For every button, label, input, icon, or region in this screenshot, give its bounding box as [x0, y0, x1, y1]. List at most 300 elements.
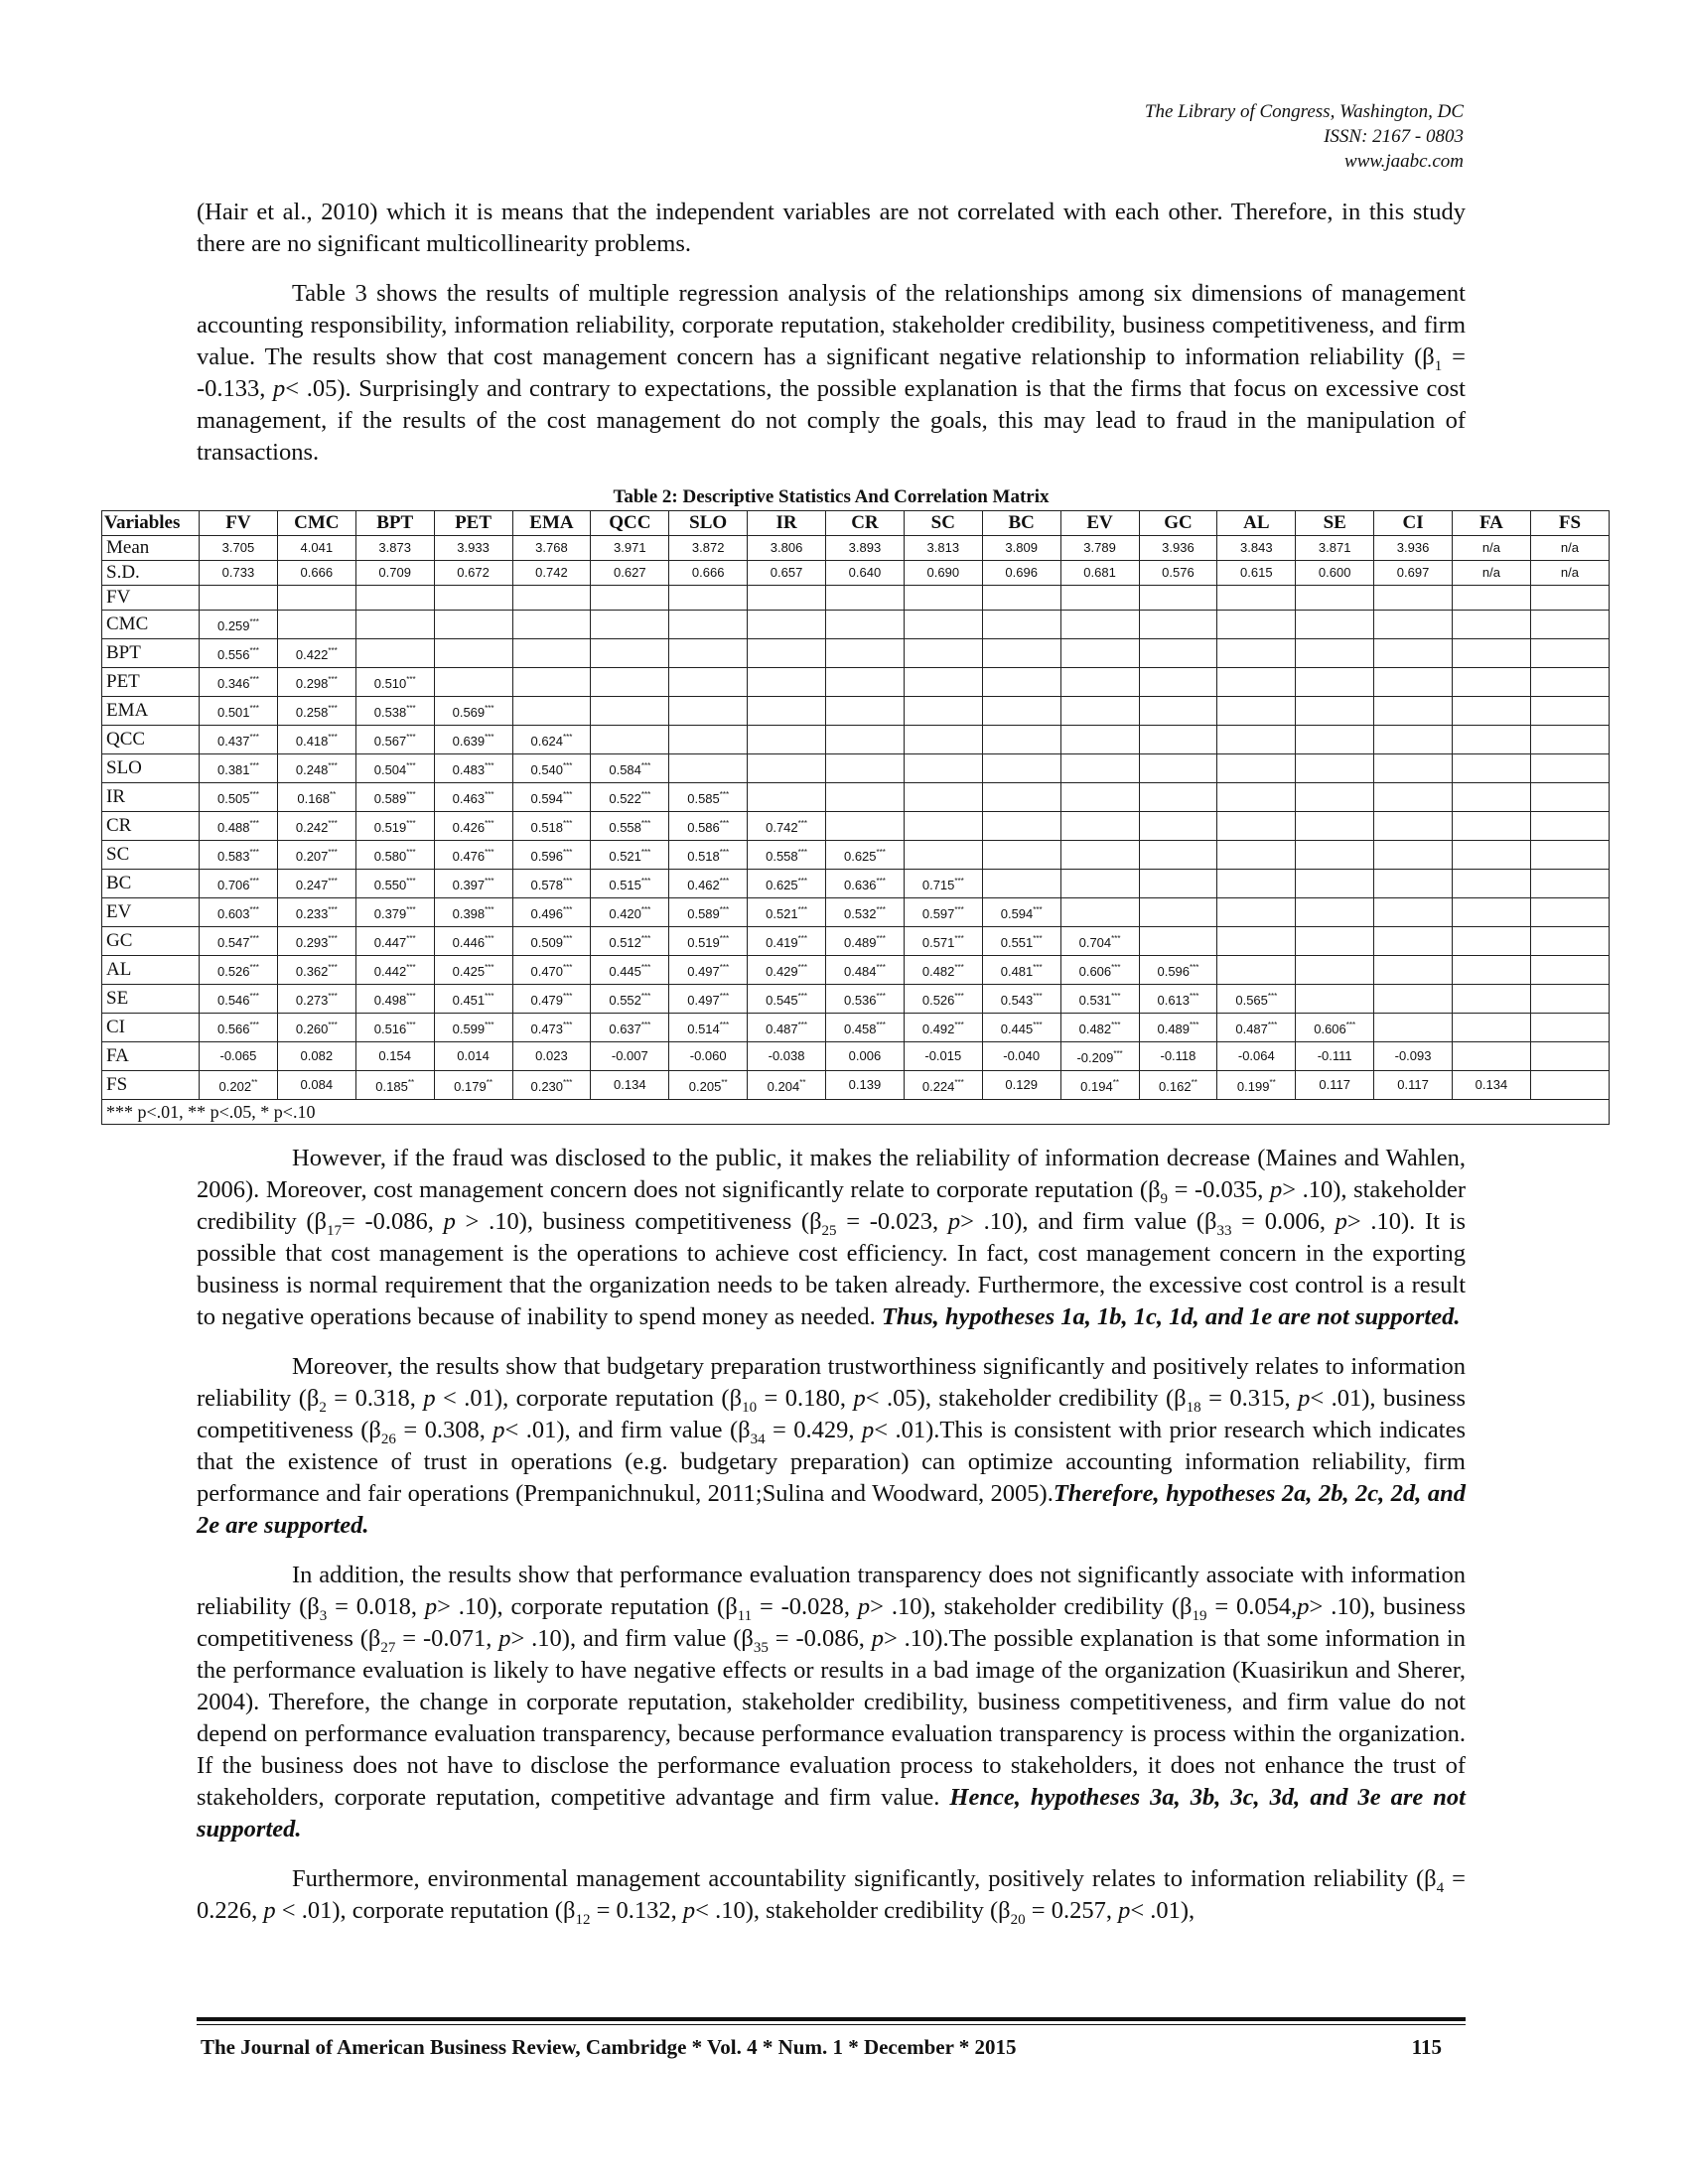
- column-header-ir: IR: [748, 511, 826, 536]
- table-cell: 0.381***: [200, 754, 278, 783]
- table-cell: [591, 611, 669, 639]
- table-cell: 0.690: [904, 561, 982, 586]
- row-label: SE: [102, 985, 200, 1014]
- table-cell: 4.041: [277, 536, 355, 561]
- row-label: S.D.: [102, 561, 200, 586]
- table-cell: 3.936: [1374, 536, 1453, 561]
- table-cell: [1296, 898, 1374, 927]
- table-cell: [1453, 841, 1531, 870]
- table-cell: [1530, 611, 1609, 639]
- table-cell: [1217, 870, 1296, 898]
- table-cell: 0.260***: [277, 1014, 355, 1042]
- table-cell: [1060, 783, 1139, 812]
- table-cell: 3.789: [1060, 536, 1139, 561]
- table-cell: 0.447***: [355, 927, 434, 956]
- table-cell: 0.681: [1060, 561, 1139, 586]
- table-cell: 0.462***: [669, 870, 748, 898]
- row-label: IR: [102, 783, 200, 812]
- table-row: [102, 841, 1610, 870]
- paragraph-budgetary-preparation: Moreover, the results show that budgetary preparation trustworthiness significantly and positively relates to information reliability ($\beta_2 = 0.318$, p < .01), corporate reputation ($\beta_{10} = 0.180$, p< .05), stakeholder credibility ($\beta_{18} = 0.315$, p< .01), business competitiveness ($\beta_{26} = 0.308$, p< .01), and firm value ($\beta_{34} = 0.429$, p< .01).This is consistent with prior research which indicates that the existence of trust in operations (e.g. budgetary preparation) can optimize accounting information reliability, firm performance and fair operations (Prempanichnukul, 2011;Sulina and Woodward, 2005).Therefore, hypotheses 2a, 2b, 2c, 2d, and 2e are supported.: [197, 1353, 1467, 1539]
- row-label: CMC: [102, 611, 200, 639]
- table-cell: [434, 586, 512, 611]
- table-cell: [904, 783, 982, 812]
- table-row: [102, 927, 1610, 956]
- table-cell: 0.571***: [904, 927, 982, 956]
- table-cell: [1296, 697, 1374, 726]
- table-cell: [826, 697, 905, 726]
- page-header: [1145, 99, 1464, 174]
- column-header-fs: FS: [1530, 511, 1609, 536]
- row-label: SLO: [102, 754, 200, 783]
- table-cell: 0.259***: [200, 611, 278, 639]
- table-cell: 0.639***: [434, 726, 512, 754]
- table-cell: 0.481***: [982, 956, 1060, 985]
- row-label: GC: [102, 927, 200, 956]
- table-cell: 0.558***: [748, 841, 826, 870]
- table-cell: [512, 639, 591, 668]
- table-cell: 0.615: [1217, 561, 1296, 586]
- table-cell: 0.547***: [200, 927, 278, 956]
- table-cell: 0.742***: [748, 812, 826, 841]
- table-cell: [904, 586, 982, 611]
- table-cell: 0.487***: [1217, 1014, 1296, 1042]
- table-row: [102, 1042, 1610, 1071]
- table-cell: 0.442***: [355, 956, 434, 985]
- table-cell: [1530, 870, 1609, 898]
- table-cell: [1217, 754, 1296, 783]
- table-cell: [669, 668, 748, 697]
- table-cell: [826, 754, 905, 783]
- table-cell: [1296, 956, 1374, 985]
- page-number: 115: [1411, 2035, 1442, 2059]
- table-cell: [748, 668, 826, 697]
- table-cell: 0.426***: [434, 812, 512, 841]
- table-cell: -0.007: [591, 1042, 669, 1071]
- header-line-1: The Library of Congress, Washington, DC: [1144, 101, 1464, 122]
- table-cell: 0.497***: [669, 985, 748, 1014]
- table-cell: [669, 586, 748, 611]
- table-cell: [1060, 697, 1139, 726]
- page-footer: [197, 2017, 1466, 2060]
- table-cell: 0.429***: [748, 956, 826, 985]
- table-cell: 0.398***: [434, 898, 512, 927]
- row-label: CR: [102, 812, 200, 841]
- table-cell: [1374, 927, 1453, 956]
- table-cell: 0.497***: [669, 956, 748, 985]
- table-cell: 0.538***: [355, 697, 434, 726]
- table-cell: n/a: [1453, 561, 1531, 586]
- table-cell: 0.023: [512, 1042, 591, 1071]
- table-cell: 0.463***: [434, 783, 512, 812]
- table-cell: [355, 639, 434, 668]
- table-cell: [904, 754, 982, 783]
- table-cell: [1139, 927, 1217, 956]
- table-cell: 0.479***: [512, 985, 591, 1014]
- table-cell: [1374, 697, 1453, 726]
- table-cell: -0.111: [1296, 1042, 1374, 1071]
- footer-rule: [197, 2017, 1466, 2021]
- table-cell: [277, 611, 355, 639]
- table-cell: 0.526***: [904, 985, 982, 1014]
- table-row: [102, 536, 1610, 561]
- table-cell: 0.258***: [277, 697, 355, 726]
- table-cell: 0.636***: [826, 870, 905, 898]
- table-cell: 0.696: [982, 561, 1060, 586]
- table-cell: [669, 726, 748, 754]
- table-cell: [1453, 639, 1531, 668]
- table-cell: 0.445***: [982, 1014, 1060, 1042]
- table-cell: [1217, 697, 1296, 726]
- table-cell: [1139, 754, 1217, 783]
- table-cell: [982, 697, 1060, 726]
- table-cell: -0.038: [748, 1042, 826, 1071]
- table-cell: [1374, 726, 1453, 754]
- table-cell: [982, 668, 1060, 697]
- row-label: FA: [102, 1042, 200, 1071]
- table-cell: [1060, 639, 1139, 668]
- row-label: FV: [102, 586, 200, 611]
- table-cell: [904, 668, 982, 697]
- table-cell: 0.179**: [434, 1071, 512, 1100]
- table-cell: 0.596***: [512, 841, 591, 870]
- table-cell: [1217, 586, 1296, 611]
- table-cell: 3.843: [1217, 536, 1296, 561]
- table-cell: 0.293***: [277, 927, 355, 956]
- column-header-pet: PET: [434, 511, 512, 536]
- table-cell: 0.519***: [355, 812, 434, 841]
- table-cell: 0.418***: [277, 726, 355, 754]
- table-cell: [1453, 927, 1531, 956]
- table-cell: 0.298***: [277, 668, 355, 697]
- table-cell: [1530, 956, 1609, 985]
- column-header-variables: Variables: [102, 511, 200, 536]
- table-cell: 0.599***: [434, 1014, 512, 1042]
- table-cell: [904, 726, 982, 754]
- paragraph-environmental-management: Furthermore, environmental management accountability significantly, positively relates to information reliability ($\beta_4 = 0.226$, p < .01), corporate reputation ($\beta_{12} = 0.132$, p< .10), stakeholder credibility ($\beta_{20} = 0.257$, p< .01),: [197, 1865, 1466, 1928]
- table-cell: [1296, 812, 1374, 841]
- table-cell: 0.230***: [512, 1071, 591, 1100]
- column-header-cr: CR: [826, 511, 905, 536]
- table-row: [102, 985, 1610, 1014]
- table-cell: [1530, 754, 1609, 783]
- table-cell: 0.194**: [1060, 1071, 1139, 1100]
- table-cell: 0.488***: [200, 812, 278, 841]
- table-cell: [1453, 586, 1531, 611]
- table-cell: 0.482***: [1060, 1014, 1139, 1042]
- table-row: [102, 754, 1610, 783]
- table-cell: [1296, 611, 1374, 639]
- table-cell: 3.813: [904, 536, 982, 561]
- table-cell: [1217, 726, 1296, 754]
- table-cell: 0.510***: [355, 668, 434, 697]
- table-cell: [512, 611, 591, 639]
- table-cell: 0.556***: [200, 639, 278, 668]
- table-cell: 0.526***: [200, 956, 278, 985]
- row-label: CI: [102, 1014, 200, 1042]
- column-header-bpt: BPT: [355, 511, 434, 536]
- table-cell: 0.514***: [669, 1014, 748, 1042]
- table-row: [102, 1071, 1610, 1100]
- table-cell: 0.666: [277, 561, 355, 586]
- table-cell: [1139, 870, 1217, 898]
- table-cell: 0.437***: [200, 726, 278, 754]
- table-cell: 0.552***: [591, 985, 669, 1014]
- table-cell: [1139, 639, 1217, 668]
- table-cell: [1374, 1014, 1453, 1042]
- header-line-2: ISSN: 2167 - 0803: [1324, 126, 1464, 147]
- column-header-slo: SLO: [669, 511, 748, 536]
- column-header-se: SE: [1296, 511, 1374, 536]
- table-cell: 0.117: [1374, 1071, 1453, 1100]
- table-cell: 3.933: [434, 536, 512, 561]
- table-cell: [1296, 783, 1374, 812]
- table-cell: [1296, 870, 1374, 898]
- table-cell: 0.550***: [355, 870, 434, 898]
- table-cell: [1139, 898, 1217, 927]
- table-cell: [1530, 639, 1609, 668]
- table-cell: [1060, 754, 1139, 783]
- table-cell: 0.558***: [591, 812, 669, 841]
- table-cell: 0.154: [355, 1042, 434, 1071]
- table-cell: [1453, 611, 1531, 639]
- table-cell: 0.482***: [904, 956, 982, 985]
- table-cell: [1374, 668, 1453, 697]
- row-label: BC: [102, 870, 200, 898]
- table-cell: 0.600: [1296, 561, 1374, 586]
- header-line-3: www.jaabc.com: [1344, 151, 1464, 172]
- table-cell: 0.247***: [277, 870, 355, 898]
- table-cell: 0.578***: [512, 870, 591, 898]
- table-cell: [1139, 611, 1217, 639]
- table-cell: 0.522***: [591, 783, 669, 812]
- table-cell: 0.624***: [512, 726, 591, 754]
- table-cell: 0.672: [434, 561, 512, 586]
- table-cell: 0.419***: [748, 927, 826, 956]
- column-header-al: AL: [1217, 511, 1296, 536]
- table-cell: [1217, 927, 1296, 956]
- row-label: SC: [102, 841, 200, 870]
- table-cell: [1374, 754, 1453, 783]
- table-cell: 0.606***: [1296, 1014, 1374, 1042]
- table-cell: [1374, 639, 1453, 668]
- table-cell: [1217, 668, 1296, 697]
- table-caption: Table 2: Descriptive Statistics And Correlation Matrix: [613, 486, 1050, 507]
- table-cell: 0.585***: [669, 783, 748, 812]
- table-cell: [826, 611, 905, 639]
- table-cell: 3.705: [200, 536, 278, 561]
- table-cell: 3.872: [669, 536, 748, 561]
- table-cell: 0.704***: [1060, 927, 1139, 956]
- table-row: [102, 561, 1610, 586]
- table-cell: 0.498***: [355, 985, 434, 1014]
- table-cell: 0.224***: [904, 1071, 982, 1100]
- table-cell: -0.060: [669, 1042, 748, 1071]
- table-cell: [904, 639, 982, 668]
- table-cell: [200, 586, 278, 611]
- paragraph-continued: (Hair et al., 2010) which it is means that the independent variables are not correlated with each other. Therefore, in this study there are no significant multicollinearity problems.: [197, 199, 1466, 257]
- table-cell: [748, 611, 826, 639]
- table-cell: -0.064: [1217, 1042, 1296, 1071]
- table-cell: 0.422***: [277, 639, 355, 668]
- table-cell: [826, 783, 905, 812]
- table-cell: 0.476***: [434, 841, 512, 870]
- table-cell: 0.425***: [434, 956, 512, 985]
- table-cell: 0.492***: [904, 1014, 982, 1042]
- table-cell: 0.484***: [826, 956, 905, 985]
- column-header-ema: EMA: [512, 511, 591, 536]
- table-cell: [1530, 898, 1609, 927]
- table-cell: 0.589***: [355, 783, 434, 812]
- table-cell: n/a: [1530, 561, 1609, 586]
- table-note-row: [102, 1100, 1610, 1125]
- column-header-fa: FA: [1453, 511, 1531, 536]
- table-cell: [591, 697, 669, 726]
- table-cell: 0.576: [1139, 561, 1217, 586]
- table-cell: [591, 726, 669, 754]
- table-cell: [826, 812, 905, 841]
- table-cell: [904, 611, 982, 639]
- table-cell: 0.233***: [277, 898, 355, 927]
- table-cell: [1060, 870, 1139, 898]
- table-cell: 0.531***: [1060, 985, 1139, 1014]
- table-cell: 0.162**: [1139, 1071, 1217, 1100]
- table-row: [102, 898, 1610, 927]
- table-cell: [355, 586, 434, 611]
- table-cell: [1139, 726, 1217, 754]
- table-cell: [1139, 668, 1217, 697]
- table-cell: [1453, 754, 1531, 783]
- table-cell: [982, 783, 1060, 812]
- table-cell: 0.512***: [591, 927, 669, 956]
- table-cell: [1374, 841, 1453, 870]
- table-cell: [1217, 956, 1296, 985]
- column-header-ev: EV: [1060, 511, 1139, 536]
- table-cell: [1217, 611, 1296, 639]
- table-cell: [591, 586, 669, 611]
- table-cell: [1453, 697, 1531, 726]
- table-cell: [1453, 668, 1531, 697]
- table-cell: [1374, 783, 1453, 812]
- table-cell: 0.625***: [826, 841, 905, 870]
- table-cell: [591, 668, 669, 697]
- table-cell: [512, 668, 591, 697]
- table-cell: 0.445***: [591, 956, 669, 985]
- column-header-gc: GC: [1139, 511, 1217, 536]
- table-cell: 0.458***: [826, 1014, 905, 1042]
- table-cell: 0.014: [434, 1042, 512, 1071]
- table-cell: [512, 586, 591, 611]
- table-cell: 0.518***: [512, 812, 591, 841]
- column-header-qcc: QCC: [591, 511, 669, 536]
- table-cell: 0.248***: [277, 754, 355, 783]
- table-cell: [1060, 611, 1139, 639]
- table-cell: 3.768: [512, 536, 591, 561]
- table-cell: [591, 639, 669, 668]
- table-cell: [1374, 956, 1453, 985]
- table-cell: 0.451***: [434, 985, 512, 1014]
- table-cell: 0.521***: [748, 898, 826, 927]
- table-cell: [826, 639, 905, 668]
- table-cell: [1060, 812, 1139, 841]
- table-cell: [1530, 985, 1609, 1014]
- row-label: Mean: [102, 536, 200, 561]
- table-cell: [1374, 611, 1453, 639]
- table-cell: [277, 586, 355, 611]
- table-row: [102, 956, 1610, 985]
- table-cell: 0.569***: [434, 697, 512, 726]
- table-cell: 0.583***: [200, 841, 278, 870]
- table-cell: 0.594***: [512, 783, 591, 812]
- table-cell: [1139, 697, 1217, 726]
- table-cell: 0.139: [826, 1071, 905, 1100]
- table-cell: [1060, 726, 1139, 754]
- paragraph-table3-results: Table 3 shows the results of multiple regression analysis of the relationships among six dimensions of management accounting responsibility, information reliability, corporate reputation, stakeholder credibility, business competitiveness, and firm value. The results show that cost management concern has a significant negative relationship to information reliability ($\beta_1 = -0.133$, p< .05). Surprisingly and contrary to expectations, the possible explanation is that the firms that focus on excessive cost management, if the results of the cost management do not comply the goals, this may lead to fraud in the manipulation of transactions.: [197, 280, 1466, 466]
- table-cell: [1296, 985, 1374, 1014]
- table-cell: 0.504***: [355, 754, 434, 783]
- table-cell: [982, 639, 1060, 668]
- table-cell: [826, 668, 905, 697]
- table-cell: 0.470***: [512, 956, 591, 985]
- table-cell: 0.273***: [277, 985, 355, 1014]
- table-header-row: [102, 511, 1610, 536]
- table-cell: 0.242***: [277, 812, 355, 841]
- table-cell: [982, 870, 1060, 898]
- row-label: QCC: [102, 726, 200, 754]
- table-cell: [1060, 668, 1139, 697]
- table-cell: 0.397***: [434, 870, 512, 898]
- table-cell: -0.118: [1139, 1042, 1217, 1071]
- table-cell: 0.446***: [434, 927, 512, 956]
- table-cell: [1453, 956, 1531, 985]
- table-row: [102, 726, 1610, 754]
- paragraph-performance-evaluation: In addition, the results show that performance evaluation transparency does not significantly associate with information reliability ($\beta_3 = 0.018$, p> .10), corporate reputation ($\beta_{11} = -0.028$, p> .10), stakeholder credibility $(\beta_{19} = 0.054,p> .10)$, business competitiveness ($\beta_{27} = -0.071$, p> .10), and firm value ($\beta_{35} = -0.086$, p> .10).The possible explanation is that some information in the performance evaluation is likely to have negative effects or results in a bad image of the organization (Kuasirikun and Sherer, 2004). Therefore, the change in corporate reputation, stakeholder credibility, business competitiveness, and firm value do not depend on performance evaluation transparency, because performance evaluation transparency is process within the organization. If the business does not have to disclose the performance evaluation process to stakeholders, it does not enhance the trust of stakeholders, corporate reputation, competitive advantage and firm value. Hence, hypotheses 3a, 3b, 3c, 3d, and 3e are not supported.: [197, 1562, 1466, 1843]
- table-cell: 0.420***: [591, 898, 669, 927]
- table-cell: 0.536***: [826, 985, 905, 1014]
- table-row: [102, 870, 1610, 898]
- table-cell: 0.597***: [904, 898, 982, 927]
- table-cell: [1453, 1014, 1531, 1042]
- table-cell: 3.809: [982, 536, 1060, 561]
- table-cell: [904, 697, 982, 726]
- table-cell: [748, 586, 826, 611]
- table-cell: 0.516***: [355, 1014, 434, 1042]
- table-cell: n/a: [1530, 536, 1609, 561]
- table-cell: [1530, 783, 1609, 812]
- table-cell: [669, 639, 748, 668]
- table-cell: 0.640: [826, 561, 905, 586]
- table-cell: [434, 668, 512, 697]
- table-cell: 0.566***: [200, 1014, 278, 1042]
- row-label: EV: [102, 898, 200, 927]
- row-label: FS: [102, 1071, 200, 1100]
- table-cell: [1139, 783, 1217, 812]
- table-row: [102, 1014, 1610, 1042]
- table-cell: 0.657: [748, 561, 826, 586]
- table-cell: [1453, 783, 1531, 812]
- table-cell: [1217, 841, 1296, 870]
- table-cell: -0.209***: [1060, 1042, 1139, 1071]
- table-cell: [1453, 870, 1531, 898]
- table-cell: [1374, 870, 1453, 898]
- table-cell: [1530, 812, 1609, 841]
- footer-journal: The Journal of American Business Review, Cambridge * Vol. 4 * Num. 1 * December * 2015: [201, 2035, 1017, 2059]
- table-cell: 0.134: [1453, 1071, 1531, 1100]
- table-row: [102, 668, 1610, 697]
- table-cell: [1060, 841, 1139, 870]
- table-cell: 0.586***: [669, 812, 748, 841]
- table-cell: [748, 783, 826, 812]
- table-cell: [982, 611, 1060, 639]
